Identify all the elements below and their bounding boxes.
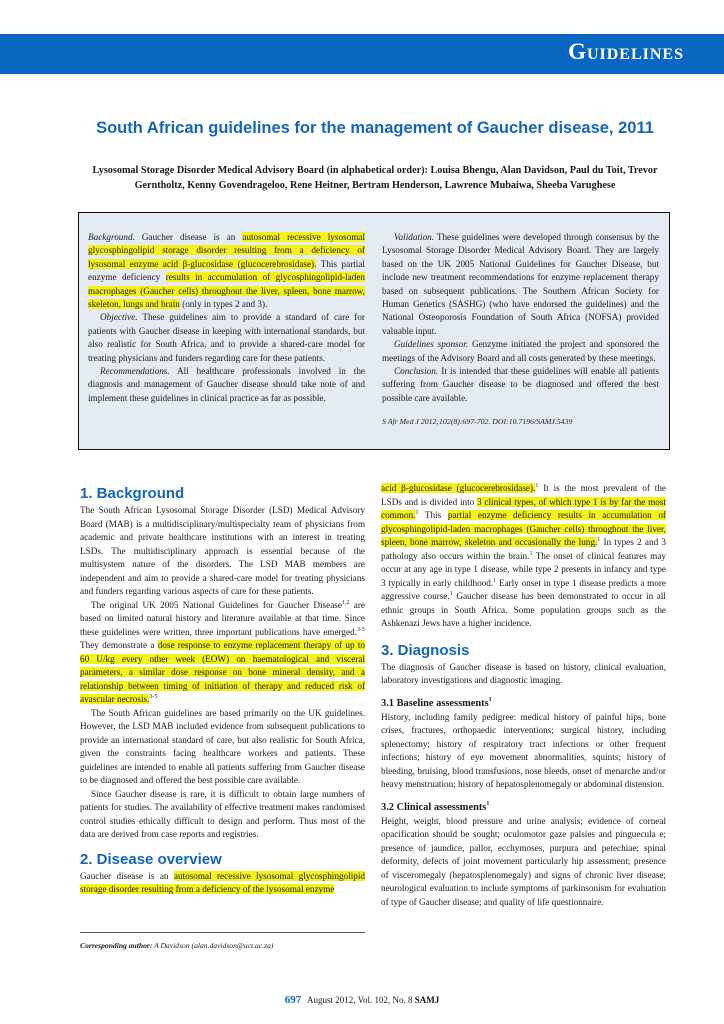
paragraph: The diagnosis of Gaucher disease is based on history, clinical evaluation, laboratory investigations and diagnostic imaging. xyxy=(381,661,666,685)
author-list: Lysosomal Storage Disorder Medical Advisory Board (in alphabetical order): Louisa Bhengu, Alan Davidson, Paul du Toit, Trevor Gerntholtz, Kenny Govendrageloo, Rene Heitner, Bertram Henderson, Lawrence Mubaiwa, Sheeba Varughese xyxy=(92,165,658,191)
abstract-objective: Objective. These guidelines aim to provide a standard of care for patients with Gaucher disease in keeping with international standards, but also realistic for South Africa, and to provide a shared-care model for treating physicians and funders regarding care for these patients. xyxy=(88,312,365,363)
paragraph: The original UK 2005 National Guidelines for Gaucher Disease$^{1,2}$ are based on limited natural history and literature available at that time. Since these guidelines were written, three important publications have emerged.$^{3-5}$ They demonstrate a dose response to enzyme replacement therapy of up to 60 U/kg every other week (EOW) on haematological and visceral parameters, a similar dose response on bone mineral density, and a relationship between timing of initiation of therapy and reduced risk of avascular necrosis.$^{3-5}$ xyxy=(80,599,365,704)
abstract-box xyxy=(78,212,670,450)
issue-info: August 2012, Vol. 102, No. 8 xyxy=(307,995,413,1005)
abstract-sponsor: Guidelines sponsor. Genzyme initiated the project and sponsored the meetings of the Advisory Board and all costs generated by these meetings. xyxy=(382,339,659,363)
abstract-recommendations: Recommendations. All healthcare professionals involved in the diagnosis and management of Gaucher disease should take note of and implement these guidelines in clinical practice as far as possible. xyxy=(88,366,365,403)
section-heading-background: 1. Background xyxy=(80,485,185,502)
paragraph: Since Gaucher disease is rare, it is difficult to obtain large numbers of patients for studies. The availability of effective treatment makes randomised control studies ethically difficult to design and perform. Thus most of the data are derived from case reports and registries. xyxy=(80,788,365,839)
page-footer xyxy=(0,994,724,1006)
section-heading-diagnosis: 3. Diagnosis xyxy=(381,641,470,659)
paragraph: Height, weight, blood pressure and urine analysis; evidence of corneal opacification should be sought; oculomotor gaze palsies and pinguecula e; presence of jaundice, pallor, ecchymoses, purpura and petechiae; spinal deformity, defects of joint movement particularly hip assessment; presence of visceromegaly (hepatosplenomegaly) and signs of chronic liver disease; neurological evaluation to include symptoms of parkinsonism for evaluation of type of Gaucher disease; and quality of life questionnaire. xyxy=(381,815,666,907)
corresponding-author: Corresponding author: A Davidson (alan.davidson@uct.ac.za) xyxy=(80,941,274,950)
abstract-conclusion: Conclusion. It is intended that these guidelines will enable all patients suffering from Gaucher disease to be diagnosed and offered the best possible care available. xyxy=(382,366,659,403)
abstract-background: Background. Gaucher disease is an autosomal recessive lysosomal glycosphingolipid storage disorder resulting from a deficiency of lysosomal enzyme acid β-glucosidase (glucocerebrosidase). This partial enzyme deficiency results in accumulation of glycosphingolipid-laden macrophages (Gaucher cells) throughout the liver, spleen, bone marrow, skeleton, lungs and brain (only in types 2 and 3). xyxy=(88,232,365,310)
article-title: South African guidelines for the management of Gaucher disease, 2011 xyxy=(96,119,654,137)
section-banner xyxy=(0,34,724,74)
body-left-column xyxy=(80,482,365,897)
paragraph: The South African Lysosomal Storage Disorder (LSD) Medical Advisory Board (MAB) is a multidisciplinary/multispecialty team of physicians from academic and private healthcare institutions with an interest in treating LSDs. The multidisciplinary approach is essential because of the multisystem nature of the disorders. The LSD MAB members are independent and aim to provide a shared-care model for treating physicians and funders regarding various aspects of care for these patients. xyxy=(80,505,365,596)
paragraph: acid β-glucosidase (glucocerebrosidase).$^1$ It is the most prevalent of the LSDs and is divided into 3 clinical types, of which type 1 is by far the most common.$^1$ This partial enzyme deficiency results in accumulation of glycosphingolipid-laden macrophages (Gaucher cells) throughout the liver, spleen, bone marrow, skeleton and occasionally the lung.$^1$ In types 2 and 3 pathology also occurs within the brain.$^1$ The onset of clinical features may occur at any age in type 1 disease, while type 2 presents in infancy and type 3 typically in early childhood.$^1$ Early onset in type 1 disease predicts a more aggressive course.$^1$ Gaucher disease has been demonstrated to occur in all ethnic groups in South Africa. Some population groups such as the Ashkenazi Jews have a higher incidence. xyxy=(381,483,667,628)
citation: S Afr Med J 2012;102(8):697-702. DOI:10.7196/SAMJ.5439 xyxy=(382,417,573,427)
body-right-column xyxy=(381,482,666,909)
subsection-heading-clinical: 3.2 Clinical assessments$^1$ xyxy=(381,800,490,813)
paragraph: The South African guidelines are based primarily on the UK guidelines. However, the LSD MAB included evidence from subsequent publications to provide an international standard of care, but also realistic for South Africa, given the constraints facing healthcare workers and patients. These guidelines are intended to enable all patients suffering from Gaucher disease to be diagnosed and offered the best possible care available. xyxy=(80,707,365,785)
page-number: 697 xyxy=(284,994,302,1006)
abstract-left-column xyxy=(88,231,365,405)
paragraph: Gaucher disease is an autosomal recessive lysosomal glycosphingolipid storage disorder resulting from a deficiency of the lysosomal enzyme xyxy=(80,870,365,894)
footnote-divider xyxy=(80,932,365,933)
abstract-right-column xyxy=(382,231,659,429)
subsection-heading-baseline: 3.1 Baseline assessments$^1$ xyxy=(381,696,492,709)
paragraph: History, including family pedigree: medical history of painful hips, bone crises, fractures, orthopaedic interventions; surgical history, including splenectomy; history of respiratory tract infections or other frequent infections; history of eye movement abnormalities, squints; history of bleeding, bruising, blood transfusions, nose bleeds, onset of menarche and/or heavy menstruation; history of hepatosplenomegaly or abdominal distension. xyxy=(381,711,666,789)
banner-title: Guidelines xyxy=(568,39,684,64)
section-heading-disease-overview: 2. Disease overview xyxy=(80,850,222,868)
journal-name: SAMJ xyxy=(414,995,440,1005)
abstract-validation: Validation. These guidelines were developed through consensus by the Lysosomal Storage Disorder Medical Advisory Board. They are largely based on the UK 2005 National Guidelines for Gaucher Disease, but include new treatment recommendations for enzyme replacement therapy based on subsequent publications. The Southern African Society for Human Genetics (SASHG) (who have endorsed the guidelines) and the National Osteoporosis Foundation of South Africa (NOFSA) provided valuable input. xyxy=(382,232,659,336)
